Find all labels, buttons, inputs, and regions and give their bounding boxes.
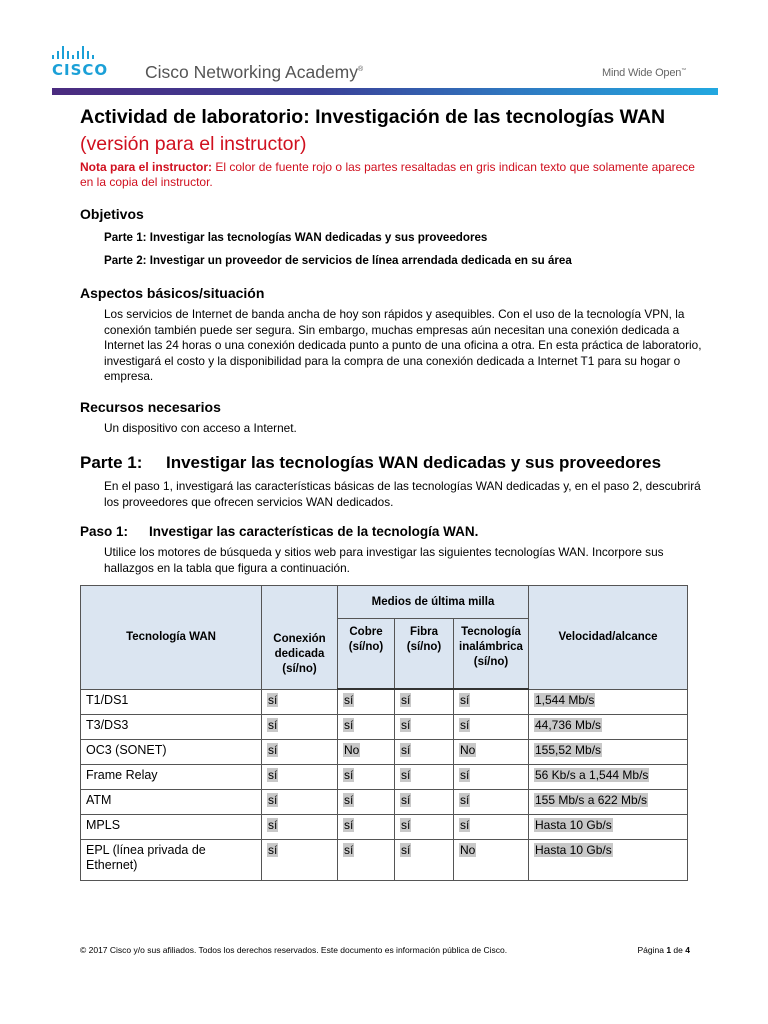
header-wireless: Tecnología inalámbrica (sí/no) [454, 619, 529, 690]
instructor-answer: sí [460, 693, 470, 707]
wan-technologies-table [80, 585, 688, 881]
instructor-answer: sí [401, 693, 411, 707]
instructor-answer: Hasta 10 Gb/s [535, 818, 612, 832]
instructor-answer: 155,52 Mb/s [535, 743, 602, 757]
instructor-answer: No [344, 743, 360, 757]
cell-tech: Frame Relay [81, 765, 262, 790]
cell-fiber [395, 790, 454, 815]
table-row [81, 715, 688, 740]
page-number: Página 1 de 4 [637, 945, 690, 955]
header-copper: Cobre (sí/no) [338, 619, 395, 690]
instructor-answer: sí [268, 768, 278, 782]
instructor-answer: sí [344, 768, 354, 782]
instructor-answer: sí [460, 818, 470, 832]
cisco-wordmark: CISCO [52, 61, 109, 79]
instructor-answer: sí [268, 692, 278, 707]
cell-dedicated [262, 765, 338, 790]
cell-wireless [454, 715, 529, 740]
cell-dedicated [262, 790, 338, 815]
cell-wireless [454, 765, 529, 790]
cell-tech: T3/DS3 [81, 715, 262, 740]
instructor-answer: 1,544 Mb/s [535, 692, 595, 707]
instructor-answer: sí [401, 793, 411, 807]
cell-fiber [395, 689, 454, 715]
cell-speed [529, 689, 688, 715]
cell-tech: OC3 (SONET) [81, 740, 262, 765]
table-row [81, 790, 688, 815]
instructor-answer: 44,736 Mb/s [535, 718, 602, 732]
document-title: Actividad de laboratorio: Investigación de las tecnologías WAN [80, 106, 666, 128]
cell-copper [338, 765, 395, 790]
cell-copper [338, 840, 395, 881]
cell-wireless [454, 689, 529, 715]
table-row [81, 740, 688, 765]
cell-dedicated [262, 840, 338, 881]
header-last-mile: Medios de última milla [338, 586, 529, 619]
table-row [81, 815, 688, 840]
cell-dedicated [262, 740, 338, 765]
cisco-bars-icon [52, 45, 132, 59]
table-row [81, 765, 688, 790]
instructor-answer: sí [344, 793, 354, 807]
cell-copper [338, 689, 395, 715]
instructor-answer: sí [268, 718, 278, 732]
cell-speed [529, 790, 688, 815]
instructor-answer: Hasta 10 Gb/s [535, 843, 612, 857]
academy-name: Cisco Networking Academy® [145, 62, 364, 82]
cell-fiber [395, 715, 454, 740]
part1-heading: Parte 1: Investigar las tecnologías WAN dedicadas y sus proveedores [80, 453, 662, 472]
cell-wireless [454, 815, 529, 840]
header-speed: Velocidad/alcance [529, 586, 688, 690]
instructor-answer: 56 Kb/s a 1,544 Mb/s [535, 768, 649, 782]
header-fiber: Fibra (sí/no) [395, 619, 454, 690]
instructor-answer: sí [268, 743, 278, 757]
instructor-answer: sí [268, 843, 278, 857]
tagline: Mind Wide Open™ [602, 67, 686, 79]
cell-copper [338, 815, 395, 840]
instructor-answer: sí [344, 818, 354, 832]
cell-wireless [454, 740, 529, 765]
table-row [81, 689, 688, 715]
cisco-logo [52, 45, 132, 85]
instructor-answer: No [460, 743, 476, 757]
cell-tech: ATM [81, 790, 262, 815]
cell-speed [529, 715, 688, 740]
instructor-answer: sí [268, 818, 278, 832]
cell-tech: MPLS [81, 815, 262, 840]
instructor-answer: sí [401, 818, 411, 832]
objectives-heading: Objetivos [80, 206, 144, 222]
instructor-answer: No [460, 843, 476, 857]
instructor-answer: sí [344, 843, 354, 857]
cell-dedicated [262, 715, 338, 740]
objective-item: Parte 2: Investigar un proveedor de servicios de línea arrendada dedicada en su área [104, 254, 572, 267]
cell-tech: EPL (línea privada de Ethernet) [81, 840, 262, 881]
instructor-answer: sí [460, 718, 470, 732]
document-body [80, 106, 705, 576]
cell-fiber [395, 815, 454, 840]
cell-dedicated [262, 689, 338, 715]
instructor-answer: sí [460, 793, 470, 807]
instructor-answer: sí [401, 743, 411, 757]
background-heading: Aspectos básicos/situación [80, 285, 265, 301]
cell-dedicated [262, 815, 338, 840]
cell-speed [529, 740, 688, 765]
step1-heading: Paso 1: Investigar las características de la tecnología WAN. [80, 524, 479, 539]
copyright-text: © 2017 Cisco y/o sus afiliados. Todos los derechos reservados. Este documento es información pública de Cisco. [80, 945, 508, 955]
cell-wireless [454, 840, 529, 881]
resources-text: Un dispositivo con acceso a Internet. [104, 420, 297, 435]
objective-item: Parte 1: Investigar las tecnologías WAN dedicadas y sus proveedores [104, 231, 488, 244]
header-dedicated: Conexión dedicada (sí/no) [262, 586, 338, 690]
cell-fiber [395, 740, 454, 765]
instructor-answer: sí [460, 768, 470, 782]
instructor-note: Nota para el instructor: El color de fuente rojo o las partes resaltadas en gris indican texto que solamente aparece en la copia del instructor. [80, 160, 695, 189]
instructor-answer: sí [401, 718, 411, 732]
part1-text: En el paso 1, investigará las características básicas de las tecnologías WAN dedicadas y, en el paso 2, descubrirá los proveedores que ofrecen servicios WAN dedicados. [104, 479, 701, 509]
instructor-answer: 155 Mb/s a 622 Mb/s [535, 793, 648, 807]
resources-heading: Recursos necesarios [80, 398, 221, 415]
cell-wireless [454, 790, 529, 815]
cell-speed [529, 815, 688, 840]
instructor-answer: sí [268, 793, 278, 807]
cell-copper [338, 715, 395, 740]
cell-fiber [395, 765, 454, 790]
cell-copper [338, 740, 395, 765]
cell-speed [529, 765, 688, 790]
table-row [81, 840, 688, 881]
cell-copper [338, 790, 395, 815]
instructor-answer: sí [344, 693, 354, 707]
instructor-answer: sí [344, 718, 354, 732]
header-gradient-bar [52, 88, 718, 95]
instructor-answer: sí [401, 843, 411, 857]
instructor-answer: sí [401, 768, 411, 782]
background-text: Los servicios de Internet de banda ancha de hoy son rápidos y asequibles. Con el uso de la tecnología VPN, la conexión también puede ser segura. Sin embargo, muchas empresas aún necesitan una conexión dedicada a Internet las 24 horas o una conexión dedicada punto a punto de una oficina a otra. En esta práctica de laboratorio, investigará el costo y la disponibilidad para la compra de una conexión dedicada a Internet T1 para su hogar o empresa. [104, 307, 702, 383]
cell-fiber [395, 840, 454, 881]
step1-text: Utilice los motores de búsqueda y sitios web para investigar las siguientes tecnologías WAN. Incorpore sus hallazgos en la tabla que figura a continuación. [104, 545, 664, 575]
header-tech: Tecnología WAN [81, 586, 262, 690]
cell-speed [529, 840, 688, 881]
page-footer [80, 945, 690, 955]
cell-tech: T1/DS1 [81, 689, 262, 715]
document-subtitle: (versión para el instructor) [80, 133, 307, 155]
